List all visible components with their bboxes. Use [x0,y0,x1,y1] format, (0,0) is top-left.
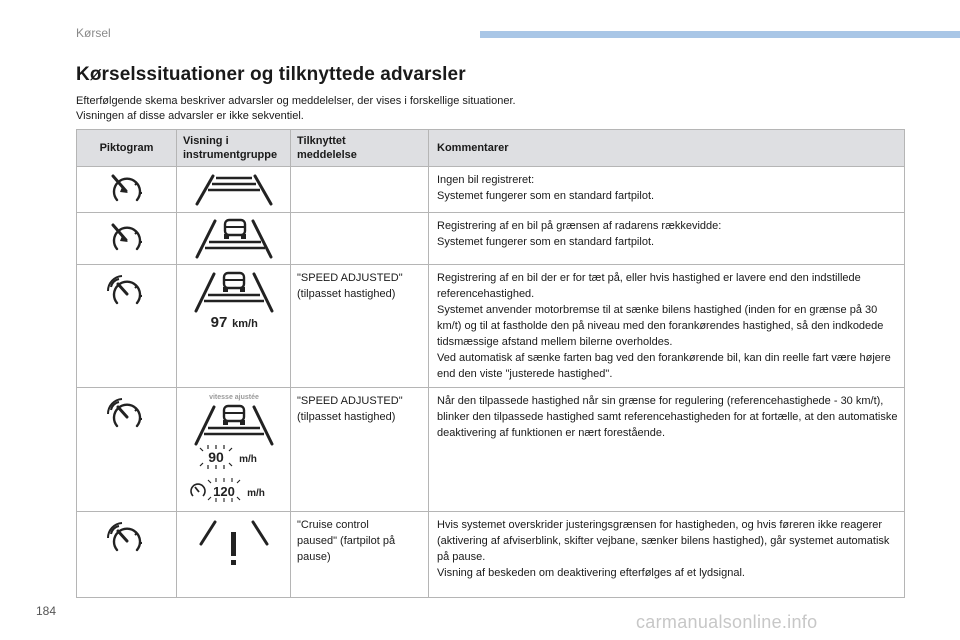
speedometer-radar-icon [107,398,147,434]
table-row [77,213,905,265]
comment-line: Ved automatisk af sænke farten bag ved den forankørende bil, kan din reelle fart være højere end den viste "justerede hastighed". [437,352,891,380]
adjusted-speed-unit: m/h [238,454,257,465]
warning-exclamation-lanes-icon [191,518,277,568]
comment-cell [429,213,905,265]
header-message: Tilknyttet meddelelse [291,130,429,167]
comment-cell [429,388,905,512]
message-cell [291,213,429,265]
adjusted-speed-unit: km/h [231,318,258,330]
adjusted-speed-value: 97 [210,314,227,331]
intro-line-2: Visningen af disse advarsler er ikke sekventiel. [76,110,304,122]
intro-text [76,94,516,124]
speedometer-arrow-icon [107,172,147,208]
table-row [77,265,905,388]
adjusted-speed-banner: vitesse ajustée [208,394,259,401]
header-accent-bar [480,31,960,38]
display-cell [177,388,291,512]
page-number: 184 [36,604,57,618]
page-title: Kørselssituationer og tilknyttede advarsler [76,64,466,85]
table-row [77,512,905,598]
pictogram-cell [77,265,177,388]
table-row [77,167,905,213]
car-ahead-blinking-speed-icon [186,390,282,506]
header-display: Visning i instrumentgruppe [177,130,291,167]
warnings-table [76,129,905,598]
comment-cell [429,265,905,388]
table-header-row [77,130,905,167]
comment-line: Registrering af en bil der er for tæt på, eller hvis hastighed er lavere end den indstillede referencehastighed. [437,272,861,300]
comment-line: Registrering af en bil på grænsen af radarens rækkevidde: [437,220,722,232]
comment-line: Når den tilpassede hastighed når sin grænse for regulering (referencehastighede - 30 km/t), blinker den tilpassede hastighed samt referencehastigheden for at fortælle, at den automatiske deaktivering af funktionen er nært forestående. [437,395,898,439]
speedometer-radar-icon [107,522,147,558]
adjusted-speed-value: 90 [207,449,224,465]
message-cell: "SPEED ADJUSTED" (tilpasset hastighed) [291,265,429,388]
display-cell [177,265,291,388]
pictogram-cell [77,213,177,265]
speedometer-arrow-icon [107,221,147,257]
table-row [77,388,905,512]
display-cell [177,512,291,598]
section-label: Kørsel [76,26,111,40]
comment-line: Visning af beskeden om deaktivering efterfølges af et lydsignal. [437,567,745,579]
comment-line: Hvis systemet overskrider justeringsgrænsen for hastigheden, og hvis føreren ikke reagerer (aktivering af afviserblink, skifter vejbane, sænker bilens hastighed), går systemet automatisk på pause. [437,519,890,563]
comment-line: Ingen bil registreret: [437,174,535,186]
speedometer-radar-icon [107,275,147,311]
comment-cell [429,512,905,598]
header-comments: Kommentarer [429,130,905,167]
comment-line: Systemet anvender motorbremse til at sænke bilens hastighed (inden for en grænse på 30 km/t) og til at fastholde den på niveau med den forankørendes hastighed, så den indkodede tidsmæssige afstand mellem bilerne overholdes. [437,304,884,348]
display-cell [177,213,291,265]
message-cell: "Cruise control paused" (fartpilot på pause) [291,512,429,598]
display-cell [177,167,291,213]
header-pictogram: Piktogram [77,130,177,167]
intro-line-1: Efterfølgende skema beskriver advarsler og meddelelser, der vises i forskellige situationer. [76,95,516,107]
comment-line: Systemet fungerer som en standard fartpilot. [437,236,655,248]
pictogram-cell [77,512,177,598]
message-cell [291,167,429,213]
lane-lines-icon [191,172,277,208]
comment-line: Systemet fungerer som en standard fartpilot. [437,190,655,202]
pictogram-cell [77,167,177,213]
car-ahead-speed-icon [189,271,279,331]
reference-speed-unit: m/h [246,488,265,499]
watermark: carmanualsonline.info [636,612,818,632]
reference-speed-value: 120 [212,484,235,499]
comment-cell [429,167,905,213]
message-cell: "SPEED ADJUSTED" (tilpasset hastighed) [291,388,429,512]
car-ahead-lanes-icon [191,217,277,261]
pictogram-cell [77,388,177,512]
